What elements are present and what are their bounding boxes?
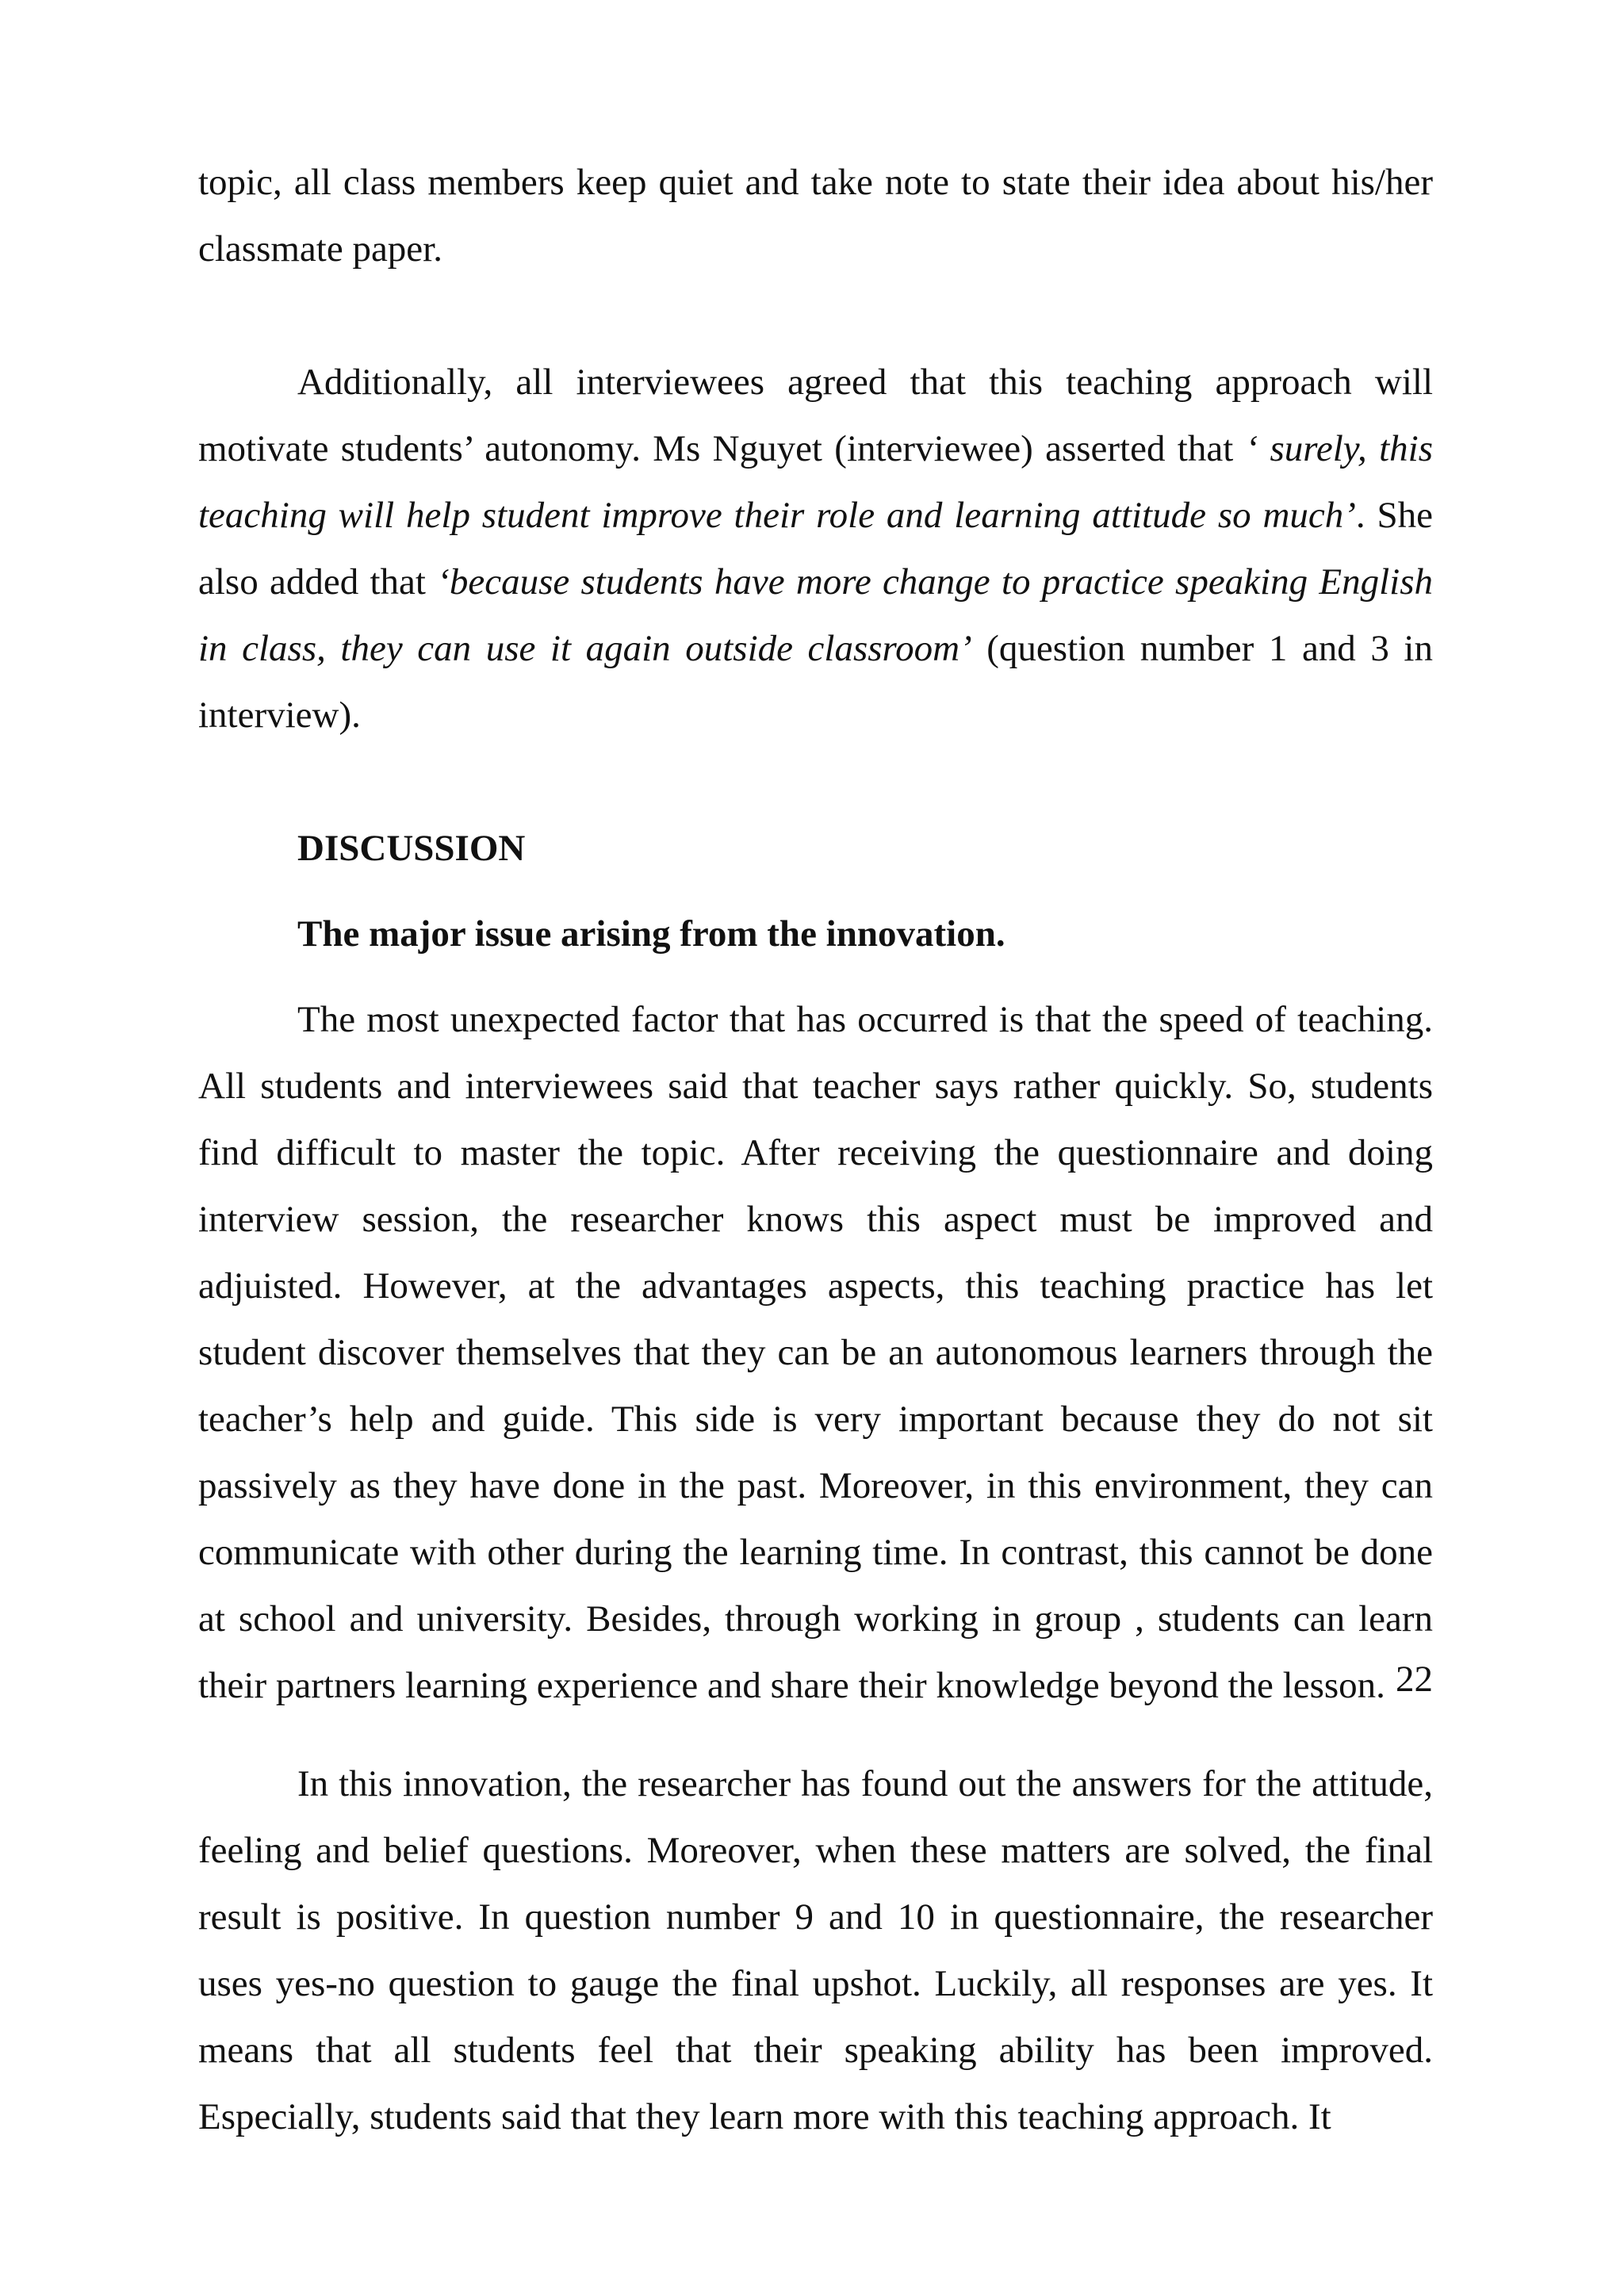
section-heading-discussion: DISCUSSION	[297, 828, 526, 869]
paragraph-text-a: Additionally, all interviewees agreed that this teaching approach will motivate students’ autonomy. Ms Nguyet (interviewee) asserted that	[198, 362, 1433, 469]
paragraph-interviewees	[198, 349, 1433, 748]
paragraph-text-b: . She also added that	[198, 495, 1434, 603]
quote-surely: ‘ surely, this teaching will help student improve their role and learning attitude so much’	[198, 428, 1433, 536]
paragraph-speed-of-teaching	[198, 986, 1433, 1719]
paragraph-text: The most unexpected factor that has occurred is that the speed of teaching. All students and interviewees said that teacher says rather quickly. So, students find difficult to master the topic. After receiving the questionnaire and doing interview session, the researcher knows this aspect must be improved and adjuisted. However, at the advantages aspects, this teaching practice has let student discover themselves that they can be an autonomous learners through the teacher’s help and guide. This side is very important because they do not sit passively as they have done in the past. Moreover, in this environment, they can communicate with other during the learning time. In contrast, this cannot be done at school and university. Besides, through working in group , students can learn their partners learning experience and share their knowledge beyond the lesson.	[198, 999, 1433, 1706]
paragraph-innovation-results	[198, 1751, 1433, 2150]
subsection-heading-major-issue: The major issue arising from the innovation.	[297, 913, 1005, 955]
paragraph-text: In this innovation, the researcher has found out the answers for the attitude, feeling and belief questions. Moreover, when these matters are solved, the final result is positive. In question number 9 and 10 in questionnaire, the researcher uses yes-no question to gauge the final upshot. Luckily, all responses are yes. It means that all students feel that their speaking ability has been improved. Especially, students said that they learn more with this teaching approach. It	[198, 1763, 1433, 2137]
quote-because: ‘because students have more change to practice speaking English in class, they can use it again outside classroom’	[198, 561, 1433, 669]
document-page	[198, 149, 1433, 2150]
paragraph-continuation	[198, 149, 1433, 282]
page-number: 22	[1396, 1659, 1433, 1700]
paragraph-text-c: (question number 1 and 3 in interview).	[198, 628, 1433, 736]
paragraph-text: topic, all class members keep quiet and take note to state their idea about his/her classmate paper.	[198, 162, 1433, 270]
